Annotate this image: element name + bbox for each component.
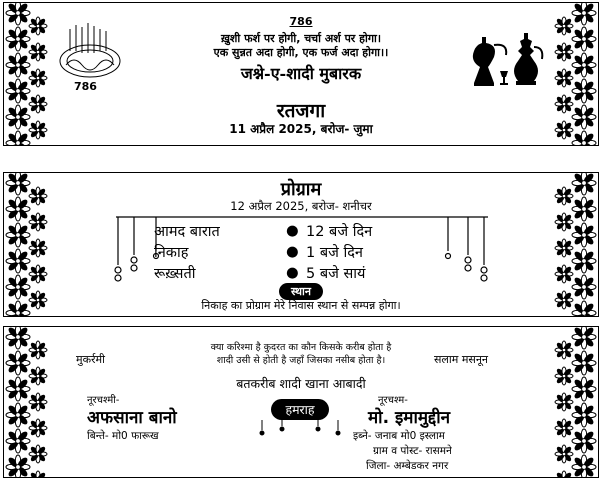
invitation-card [3,326,599,478]
bride-label: नूरचश्मी- [87,395,120,406]
couplet-line-1: ख़ुशी फर्श पर होगी, चर्चा अर्श पर होगा। [220,32,382,45]
couplet-line-1: क्या करिश्मा है कुदरत का कौन किसके करीब होता है [210,342,392,353]
flower-icon [555,445,573,463]
program-card [3,172,599,317]
flower-icon [572,223,596,247]
schedule-event: रूख़्सती [154,265,196,282]
schedule-event: निकाह [154,244,189,261]
flower-icon [6,223,30,247]
flower-icon [572,249,596,273]
groom-label: नूरचश्म- [378,395,408,406]
flower-icon [555,213,573,231]
flower-icon [29,419,47,437]
program-title: प्रोग्राम [280,179,322,200]
hanging-ornament-icon [258,420,342,440]
venue-badge: स्थान [279,283,323,300]
couplet-line-2: एक सुन्नत अदा होगी, एक फर्ज अदा होगा।। [213,46,389,59]
flower-icon [555,471,573,477]
bullet-dot: ● [286,222,299,239]
flower-icon [555,419,573,437]
hookah-jug-icon [468,31,548,91]
companion-badge: हमराह [271,399,328,420]
groom-district: जिला- अम्बेडकर नगर [366,460,449,472]
flower-icon [6,249,30,273]
flower-icon [29,213,47,231]
schedule-row [154,220,454,241]
flower-icon [6,403,30,427]
schedule-time: 12 बजे दिन [306,223,373,240]
flower-icon [29,239,47,257]
schedule-event: आमद बारात [154,223,220,240]
bride-parent: बिन्ते- मो0 फारूख [87,430,159,442]
calligraphy-number: 786 [74,80,97,93]
flower-icon [572,429,596,453]
schedule-row [154,241,454,262]
greeting-left: मुकर्रमी [76,353,105,366]
flower-icon [572,455,596,477]
bullet-dot: ● [286,243,299,260]
flower-icon [29,445,47,463]
greeting-right: सलाम मसनून [434,353,489,366]
schedule-time: 1 बजे दिन [306,244,363,261]
blessing-text: बतकरीब शादी खाना आबादी [236,376,366,391]
event-date: 11 अप्रैल 2025, बरोज- जुमा [229,122,373,136]
top-number: 786 [289,15,313,28]
celebration-heading: जश्ने-ए-शादी मुबारक [240,64,362,83]
schedule-list [154,220,454,283]
event-name: रतजगा [276,100,326,122]
program-date: 12 अप्रैल 2025, बरोज- शनीचर [230,199,372,213]
couplet-line-2: शादी उसी से होती है जहाँ जिसका नसीब होता है। [216,355,386,366]
flower-icon [572,403,596,427]
groom-village: ग्राम व पोस्ट- रासमने [373,445,452,457]
bride-name: अफसाना बानो [87,408,177,428]
venue-text: निकाह का प्रोग्राम मेरे निवास स्थान से सम्पन्न होगा। [201,299,401,312]
bullet-dot: ● [286,264,299,281]
flower-icon [555,393,573,411]
groom-parent: इब्ने- जनाब मो0 इस्लाम [353,430,445,442]
groom-name: मो. इमामुद्दीन [368,408,451,428]
flower-icon [29,471,47,477]
flower-icon [555,239,573,257]
ratjaga-card [3,2,599,146]
flower-icon [6,429,30,453]
schedule-time: 5 बजे सायं [306,265,366,282]
flower-icon [6,455,30,477]
flower-icon [29,393,47,411]
